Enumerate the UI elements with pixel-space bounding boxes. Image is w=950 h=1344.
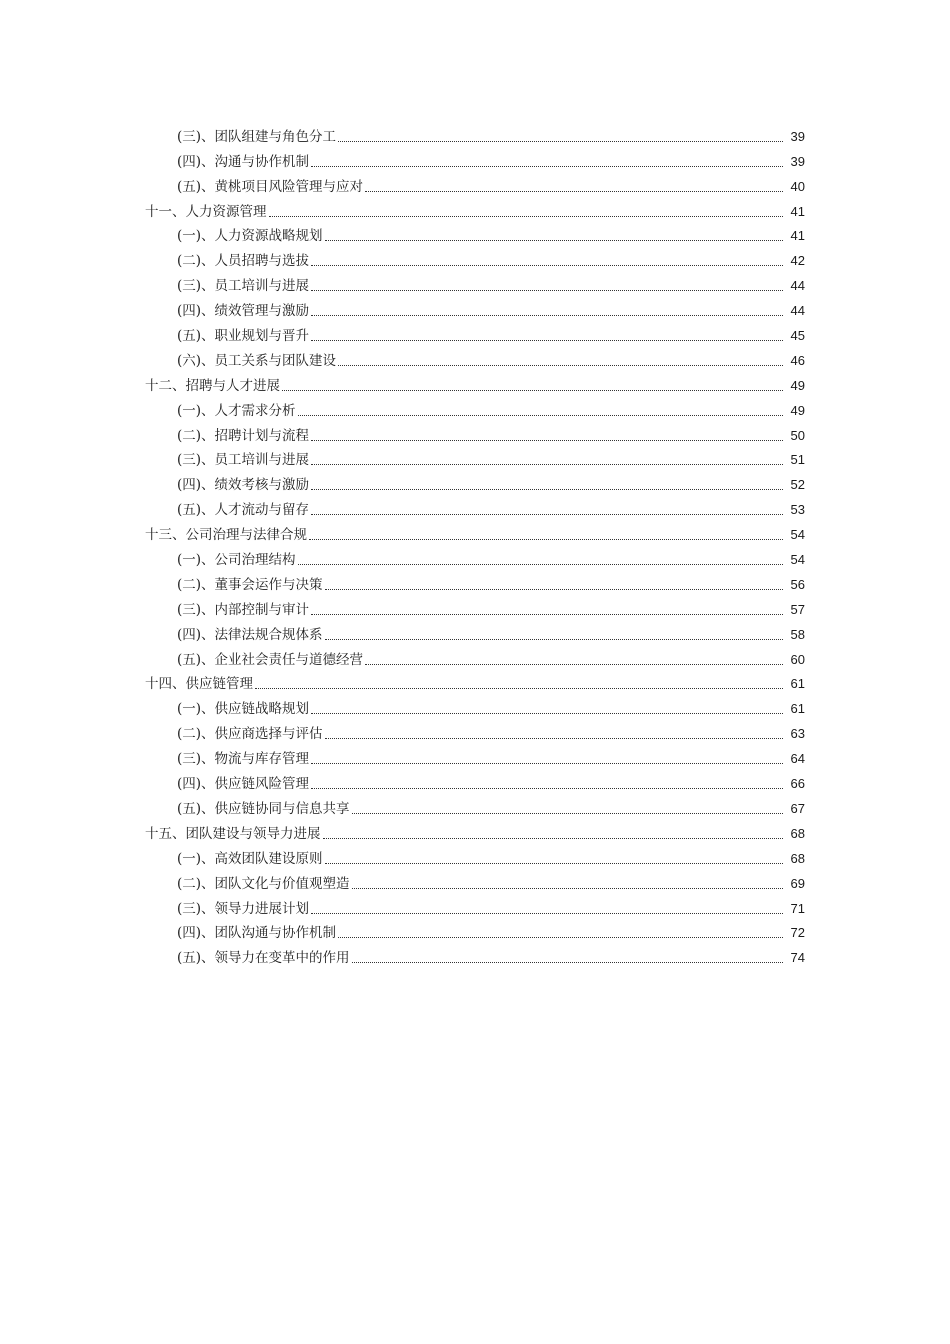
toc-section-entry[interactable] — [0, 174, 950, 199]
toc-entry-title: (四)、绩效考核与激励 — [177, 477, 310, 494]
toc-entry-title: (四)、团队沟通与协作机制 — [177, 925, 337, 942]
toc-section-entry[interactable] — [0, 721, 950, 746]
toc-page-number: 69 — [790, 875, 805, 891]
toc-section-entry[interactable] — [0, 896, 950, 921]
toc-dot-leader — [365, 191, 783, 192]
toc-page-number: 40 — [790, 178, 805, 194]
toc-entry-title: (六)、员工关系与团队建设 — [177, 352, 337, 369]
toc-entry-title: (三)、员工培训与进展 — [177, 278, 310, 295]
toc-entry-title: 十五、团队建设与领导力进展 — [145, 825, 321, 842]
toc-page-number: 42 — [790, 253, 805, 269]
toc-dot-leader — [338, 937, 783, 938]
toc-section-entry[interactable] — [0, 771, 950, 796]
toc-page-number: 50 — [790, 427, 805, 443]
toc-entry-title: (五)、人才流动与留存 — [177, 502, 310, 519]
toc-page-number: 41 — [790, 203, 805, 219]
toc-entry-title: (二)、团队文化与价值观塑造 — [177, 875, 350, 892]
toc-dot-leader — [311, 514, 783, 515]
toc-page-number: 74 — [790, 950, 805, 966]
toc-page-number: 58 — [790, 626, 805, 642]
toc-chapter-entry[interactable] — [0, 672, 950, 697]
toc-section-entry[interactable] — [0, 323, 950, 348]
toc-section-entry[interactable] — [0, 572, 950, 597]
toc-page-number: 57 — [790, 601, 805, 617]
toc-dot-leader — [311, 788, 783, 789]
toc-page-number: 67 — [790, 800, 805, 816]
toc-entry-title: (五)、企业社会责任与道德经营 — [177, 651, 364, 668]
toc-section-entry[interactable] — [0, 945, 950, 970]
toc-dot-leader — [365, 664, 783, 665]
toc-entry-title: 十四、供应链管理 — [145, 676, 253, 693]
toc-dot-leader — [325, 738, 783, 739]
toc-page-number: 66 — [790, 776, 805, 792]
toc-page-number: 63 — [790, 726, 805, 742]
toc-section-entry[interactable] — [0, 348, 950, 373]
toc-entry-title: (三)、团队组建与角色分工 — [177, 128, 337, 145]
toc-chapter-entry[interactable] — [0, 199, 950, 224]
toc-dot-leader — [311, 489, 783, 490]
toc-section-entry[interactable] — [0, 398, 950, 423]
toc-page-number: 44 — [790, 303, 805, 319]
toc-page-number: 41 — [790, 228, 805, 244]
toc-dot-leader — [352, 888, 783, 889]
toc-dot-leader — [325, 639, 783, 640]
toc-section-entry[interactable] — [0, 696, 950, 721]
toc-page-number: 54 — [790, 527, 805, 543]
toc-page-number: 56 — [790, 576, 805, 592]
toc-dot-leader — [325, 589, 783, 590]
toc-dot-leader — [338, 365, 783, 366]
toc-entry-title: (四)、法律法规合规体系 — [177, 626, 323, 643]
toc-section-entry[interactable] — [0, 746, 950, 771]
toc-entry-title: (二)、供应商选择与评估 — [177, 726, 323, 743]
toc-page-number: 54 — [790, 552, 805, 568]
toc-section-entry[interactable] — [0, 871, 950, 896]
toc-section-entry[interactable] — [0, 273, 950, 298]
toc-page-number: 44 — [790, 278, 805, 294]
toc-page-number: 60 — [790, 651, 805, 667]
toc-page-number: 64 — [790, 751, 805, 767]
toc-page-number: 49 — [790, 377, 805, 393]
toc-chapter-entry[interactable] — [0, 373, 950, 398]
toc-dot-leader — [311, 315, 783, 316]
toc-section-entry[interactable] — [0, 472, 950, 497]
toc-section-entry[interactable] — [0, 921, 950, 946]
toc-dot-leader — [338, 141, 783, 142]
toc-dot-leader — [309, 539, 783, 540]
toc-dot-leader — [269, 216, 784, 217]
toc-page-number: 71 — [790, 900, 805, 916]
toc-entry-title: (三)、物流与库存管理 — [177, 751, 310, 768]
toc-section-entry[interactable] — [0, 298, 950, 323]
toc-entry-title: (二)、董事会运作与决策 — [177, 576, 323, 593]
toc-entry-title: (五)、职业规划与晋升 — [177, 328, 310, 345]
toc-entry-title: (五)、黄桃项目风险管理与应对 — [177, 178, 364, 195]
toc-dot-leader — [311, 440, 783, 441]
toc-section-entry[interactable] — [0, 423, 950, 448]
toc-dot-leader — [311, 290, 783, 291]
toc-entry-title: (一)、人才需求分析 — [177, 402, 296, 419]
table-of-contents — [0, 124, 950, 970]
toc-page-number: 52 — [790, 477, 805, 493]
toc-dot-leader — [311, 464, 783, 465]
toc-chapter-entry[interactable] — [0, 522, 950, 547]
toc-dot-leader — [298, 564, 783, 565]
toc-dot-leader — [311, 166, 783, 167]
toc-entry-title: (四)、供应链风险管理 — [177, 776, 310, 793]
toc-entry-title: (二)、招聘计划与流程 — [177, 427, 310, 444]
toc-dot-leader — [311, 763, 783, 764]
toc-section-entry[interactable] — [0, 124, 950, 149]
toc-chapter-entry[interactable] — [0, 821, 950, 846]
toc-entry-title: 十三、公司治理与法律合规 — [145, 527, 307, 544]
toc-entry-title: 十一、人力资源管理 — [145, 203, 267, 220]
toc-page-number: 68 — [790, 825, 805, 841]
toc-dot-leader — [311, 913, 783, 914]
toc-dot-leader — [325, 240, 783, 241]
toc-dot-leader — [282, 390, 783, 391]
toc-page-number: 72 — [790, 925, 805, 941]
toc-dot-leader — [298, 415, 783, 416]
toc-entry-title: (四)、沟通与协作机制 — [177, 153, 310, 170]
toc-section-entry[interactable] — [0, 647, 950, 672]
toc-section-entry[interactable] — [0, 796, 950, 821]
toc-entry-title: (三)、领导力进展计划 — [177, 900, 310, 917]
toc-entry-title: (一)、供应链战略规划 — [177, 701, 310, 718]
toc-page-number: 39 — [790, 153, 805, 169]
toc-dot-leader — [311, 265, 783, 266]
toc-section-entry[interactable] — [0, 149, 950, 174]
toc-section-entry[interactable] — [0, 597, 950, 622]
toc-page-number: 53 — [790, 502, 805, 518]
toc-entry-title: (五)、领导力在变革中的作用 — [177, 950, 350, 967]
toc-page-number: 45 — [790, 328, 805, 344]
toc-section-entry[interactable] — [0, 248, 950, 273]
toc-page-number: 39 — [790, 128, 805, 144]
toc-page-number: 51 — [790, 452, 805, 468]
toc-section-entry[interactable] — [0, 547, 950, 572]
toc-dot-leader — [255, 688, 783, 689]
toc-dot-leader — [325, 863, 783, 864]
toc-entry-title: (三)、员工培训与进展 — [177, 452, 310, 469]
toc-entry-title: 十二、招聘与人才进展 — [145, 377, 280, 394]
toc-dot-leader — [352, 813, 783, 814]
toc-entry-title: (五)、供应链协同与信息共享 — [177, 800, 350, 817]
toc-entry-title: (三)、内部控制与审计 — [177, 601, 310, 618]
toc-dot-leader — [352, 962, 783, 963]
toc-page-number: 68 — [790, 850, 805, 866]
toc-section-entry[interactable] — [0, 448, 950, 473]
toc-entry-title: (二)、人员招聘与选拔 — [177, 253, 310, 270]
toc-dot-leader — [311, 614, 783, 615]
toc-section-entry[interactable] — [0, 224, 950, 249]
toc-dot-leader — [311, 713, 783, 714]
toc-dot-leader — [311, 340, 783, 341]
toc-section-entry[interactable] — [0, 497, 950, 522]
toc-entry-title: (四)、绩效管理与激励 — [177, 303, 310, 320]
toc-page-number: 61 — [790, 701, 805, 717]
toc-entry-title: (一)、高效团队建设原则 — [177, 850, 323, 867]
toc-section-entry[interactable] — [0, 622, 950, 647]
toc-page-number: 61 — [790, 676, 805, 692]
toc-section-entry[interactable] — [0, 846, 950, 871]
toc-entry-title: (一)、公司治理结构 — [177, 552, 296, 569]
toc-dot-leader — [323, 838, 784, 839]
toc-page-number: 46 — [790, 352, 805, 368]
toc-page-number: 49 — [790, 402, 805, 418]
toc-entry-title: (一)、人力资源战略规划 — [177, 228, 323, 245]
